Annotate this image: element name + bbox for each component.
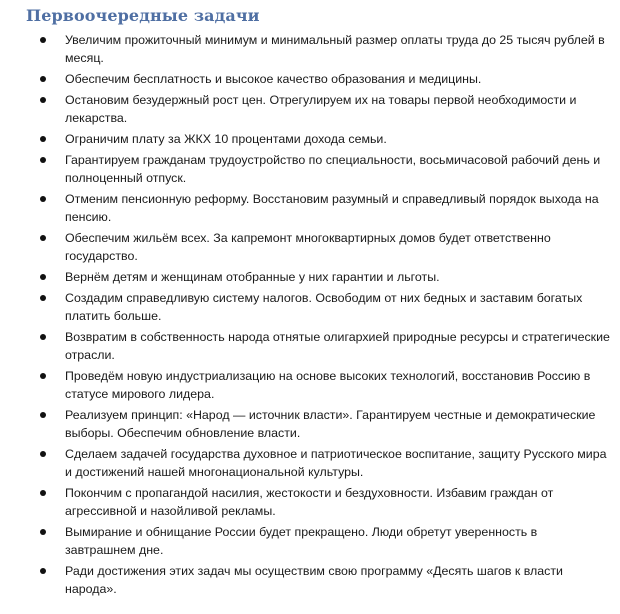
list-item-text: Ради достижения этих задач мы осуществим свою программу «Десять шагов к власти народа». [65,564,563,596]
bullet-icon [40,274,46,280]
list-item-text: Увеличим прожиточный минимум и минимальный размер оплаты труда до 25 тысяч рублей в месяц. [65,33,605,65]
bullet-icon [40,334,46,340]
bullet-icon [40,235,46,241]
list-item-text: Возвратим в собственность народа отнятые олигархией природные ресурсы и стратегические отрасли. [65,330,610,362]
list-item [0,70,620,88]
list-item-text: Реализуем принцип: «Народ — источник власти». Гарантируем честные и демократические выборы. Обеспечим обновление власти. [65,408,596,440]
list-item-text: Обеспечим жильём всех. За капремонт многоквартирных домов будет ответственно государство. [65,231,551,263]
list-item-text: Покончим с пропагандой насилия, жестокости и бездуховности. Избавим граждан от агрессивной и назойливой рекламы. [65,486,554,518]
list-item [0,91,620,127]
list-item-text: Сделаем задачей государства духовное и патриотическое воспитание, защиту Русского мира и достижений нашей многонациональной культуры. [65,447,607,479]
bullet-icon [40,568,46,574]
bullet-icon [40,196,46,202]
list-item [0,31,620,67]
list-item-text: Проведём новую индустриализацию на основе высоких технологий, восстановив Россию в статусе мирового лидера. [65,369,591,401]
list-item [0,445,620,481]
list-item [0,289,620,325]
bullet-icon [40,136,46,142]
list-item [0,130,620,148]
list-item-text: Обеспечим бесплатность и высокое качество образования и медицины. [65,72,482,86]
list-item-text: Ограничим плату за ЖКХ 10 процентами дохода семьи. [65,132,387,146]
list-item-text: Гарантируем гражданам трудоустройство по специальности, восьмичасовой рабочий день и полноценный отпуск. [65,153,601,185]
list-item [0,328,620,364]
list-item [0,562,620,598]
list-item [0,268,620,286]
list-item-text: Вернём детям и женщинам отобранные у них гарантии и льготы. [65,270,440,284]
bullet-icon [40,97,46,103]
bullet-icon [40,451,46,457]
list-item [0,523,620,559]
list-item [0,406,620,442]
bullet-icon [40,490,46,496]
task-list [0,31,620,601]
list-item [0,484,620,520]
section-heading: Первоочередные задачи [26,6,260,25]
list-item [0,229,620,265]
list-item-text: Вымирание и обнищание России будет прекращено. Люди обретут уверенность в завтрашнем дне. [65,525,538,557]
bullet-icon [40,157,46,163]
bullet-icon [40,373,46,379]
list-item [0,151,620,187]
list-item-text: Остановим безудержный рост цен. Отрегулируем их на товары первой необходимости и лекарства. [65,93,577,125]
bullet-icon [40,412,46,418]
list-item [0,367,620,403]
list-item [0,190,620,226]
bullet-icon [40,529,46,535]
bullet-icon [40,37,46,43]
list-item-text: Создадим справедливую систему налогов. Освободим от них бедных и заставим богатых платить больше. [65,291,583,323]
bullet-icon [40,76,46,82]
list-item-text: Отменим пенсионную реформу. Восстановим разумный и справедливый порядок выхода на пенсию. [65,192,599,224]
bullet-icon [40,295,46,301]
